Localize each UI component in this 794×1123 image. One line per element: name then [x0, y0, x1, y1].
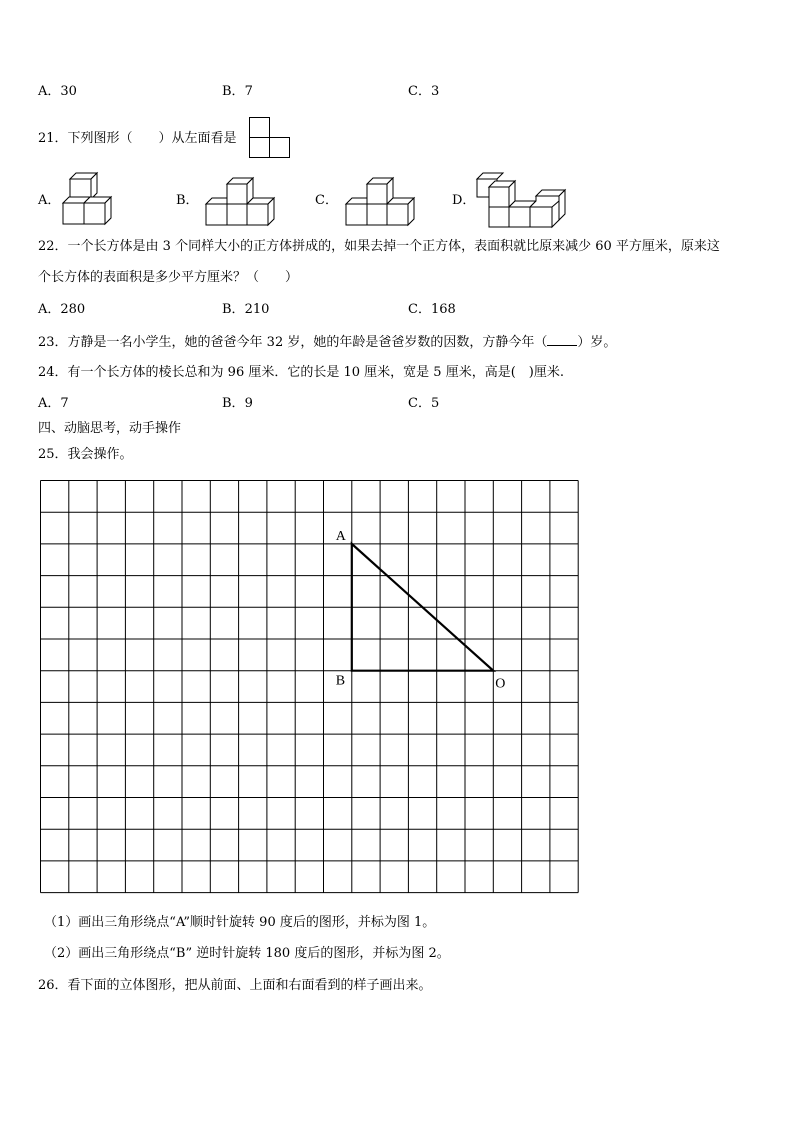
q23-stem	[38, 333, 616, 351]
q20-option-c[interactable]	[408, 84, 439, 100]
q22-option-a-key: A．	[38, 302, 61, 317]
q22-option-c-key: C．	[408, 302, 431, 317]
q22-option-b-key: B．	[222, 302, 245, 317]
q24-option-a-text: 7	[60, 396, 69, 411]
q24-option-b-text: 9	[244, 396, 253, 411]
q20-option-b[interactable]	[222, 84, 253, 100]
q21-stem: 21．下列图形（ ）从左面看是	[38, 131, 237, 146]
q22-line1: 22．一个长方体是由 3 个同样大小的正方体拼成的，如果去掉一个正方体，表面积就比原来减少 60 平方厘米，原来这	[38, 239, 720, 254]
q25-stem: 25．我会操作。	[38, 447, 133, 462]
q24-option-a-key: A．	[38, 396, 61, 411]
point-label-b: B	[335, 673, 346, 689]
q25-grid[interactable]	[40, 480, 580, 898]
q21-option-a-cubes	[62, 172, 122, 228]
q20-option-c-key: C．	[408, 84, 431, 99]
q20-option-a[interactable]	[38, 84, 77, 100]
q20-option-a-key: A．	[38, 84, 61, 99]
q25-task1: （1）画出三角形绕点“A”顺时针旋转 90 度后的图形，并标为图 1。	[44, 915, 436, 930]
q24-option-a[interactable]	[38, 396, 69, 412]
q24-stem: 24．有一个长方体的棱长总和为 96 厘米．它的长是 10 厘米，宽是 5 厘米，高是( )厘米.	[38, 365, 564, 380]
point-label-a: A	[335, 528, 346, 544]
q22-option-a-text: 280	[60, 302, 86, 317]
q22-option-a[interactable]	[38, 302, 85, 318]
q24-option-b-key: B．	[222, 396, 245, 411]
q21-option-b-cubes	[205, 177, 275, 227]
q22-option-c[interactable]	[408, 302, 456, 318]
q25-task2: （2）画出三角形绕点“B” 逆时针旋转 180 度后的图形，并标为图 2。	[44, 946, 450, 961]
q21-option-c-cubes	[345, 177, 415, 227]
q24-option-c[interactable]	[408, 396, 439, 412]
q20-option-b-key: B．	[222, 84, 245, 99]
q24-option-c-text: 5	[430, 396, 440, 411]
q23-answer-blank[interactable]	[547, 333, 577, 346]
q21-option-d[interactable]: D．	[452, 193, 476, 208]
q22-option-b-text: 210	[244, 302, 270, 317]
q20-option-b-text: 7	[244, 84, 253, 99]
q22-line2: 个长方体的表面积是多少平方厘米？（ ）	[38, 270, 299, 285]
q22-option-b[interactable]	[222, 302, 269, 318]
q21-option-c[interactable]: C．	[315, 193, 338, 208]
point-label-o: O	[495, 676, 506, 692]
q20-option-a-text: 30	[60, 84, 77, 99]
section-heading: 四、动脑思考，动手操作	[38, 421, 182, 436]
q23-stem-before: 23．方静是一名小学生，她的爸爸今年 32 岁，她的年龄是爸爸岁数的因数，方静今年（	[38, 335, 548, 350]
q21-option-a[interactable]: A．	[38, 193, 61, 208]
q20-option-c-text: 3	[430, 84, 440, 99]
q24-option-b[interactable]	[222, 396, 253, 412]
q23-stem-after: ）岁。	[577, 335, 617, 350]
q21-option-d-cubes	[476, 172, 568, 230]
q21-left-view-figure	[249, 117, 293, 161]
q24-option-c-key: C．	[408, 396, 431, 411]
q22-option-c-text: 168	[430, 302, 456, 317]
q21-option-b[interactable]: B．	[176, 193, 199, 208]
q26-stem: 26．看下面的立体图形，把从前面、上面和右面看到的样子画出来。	[38, 978, 432, 993]
